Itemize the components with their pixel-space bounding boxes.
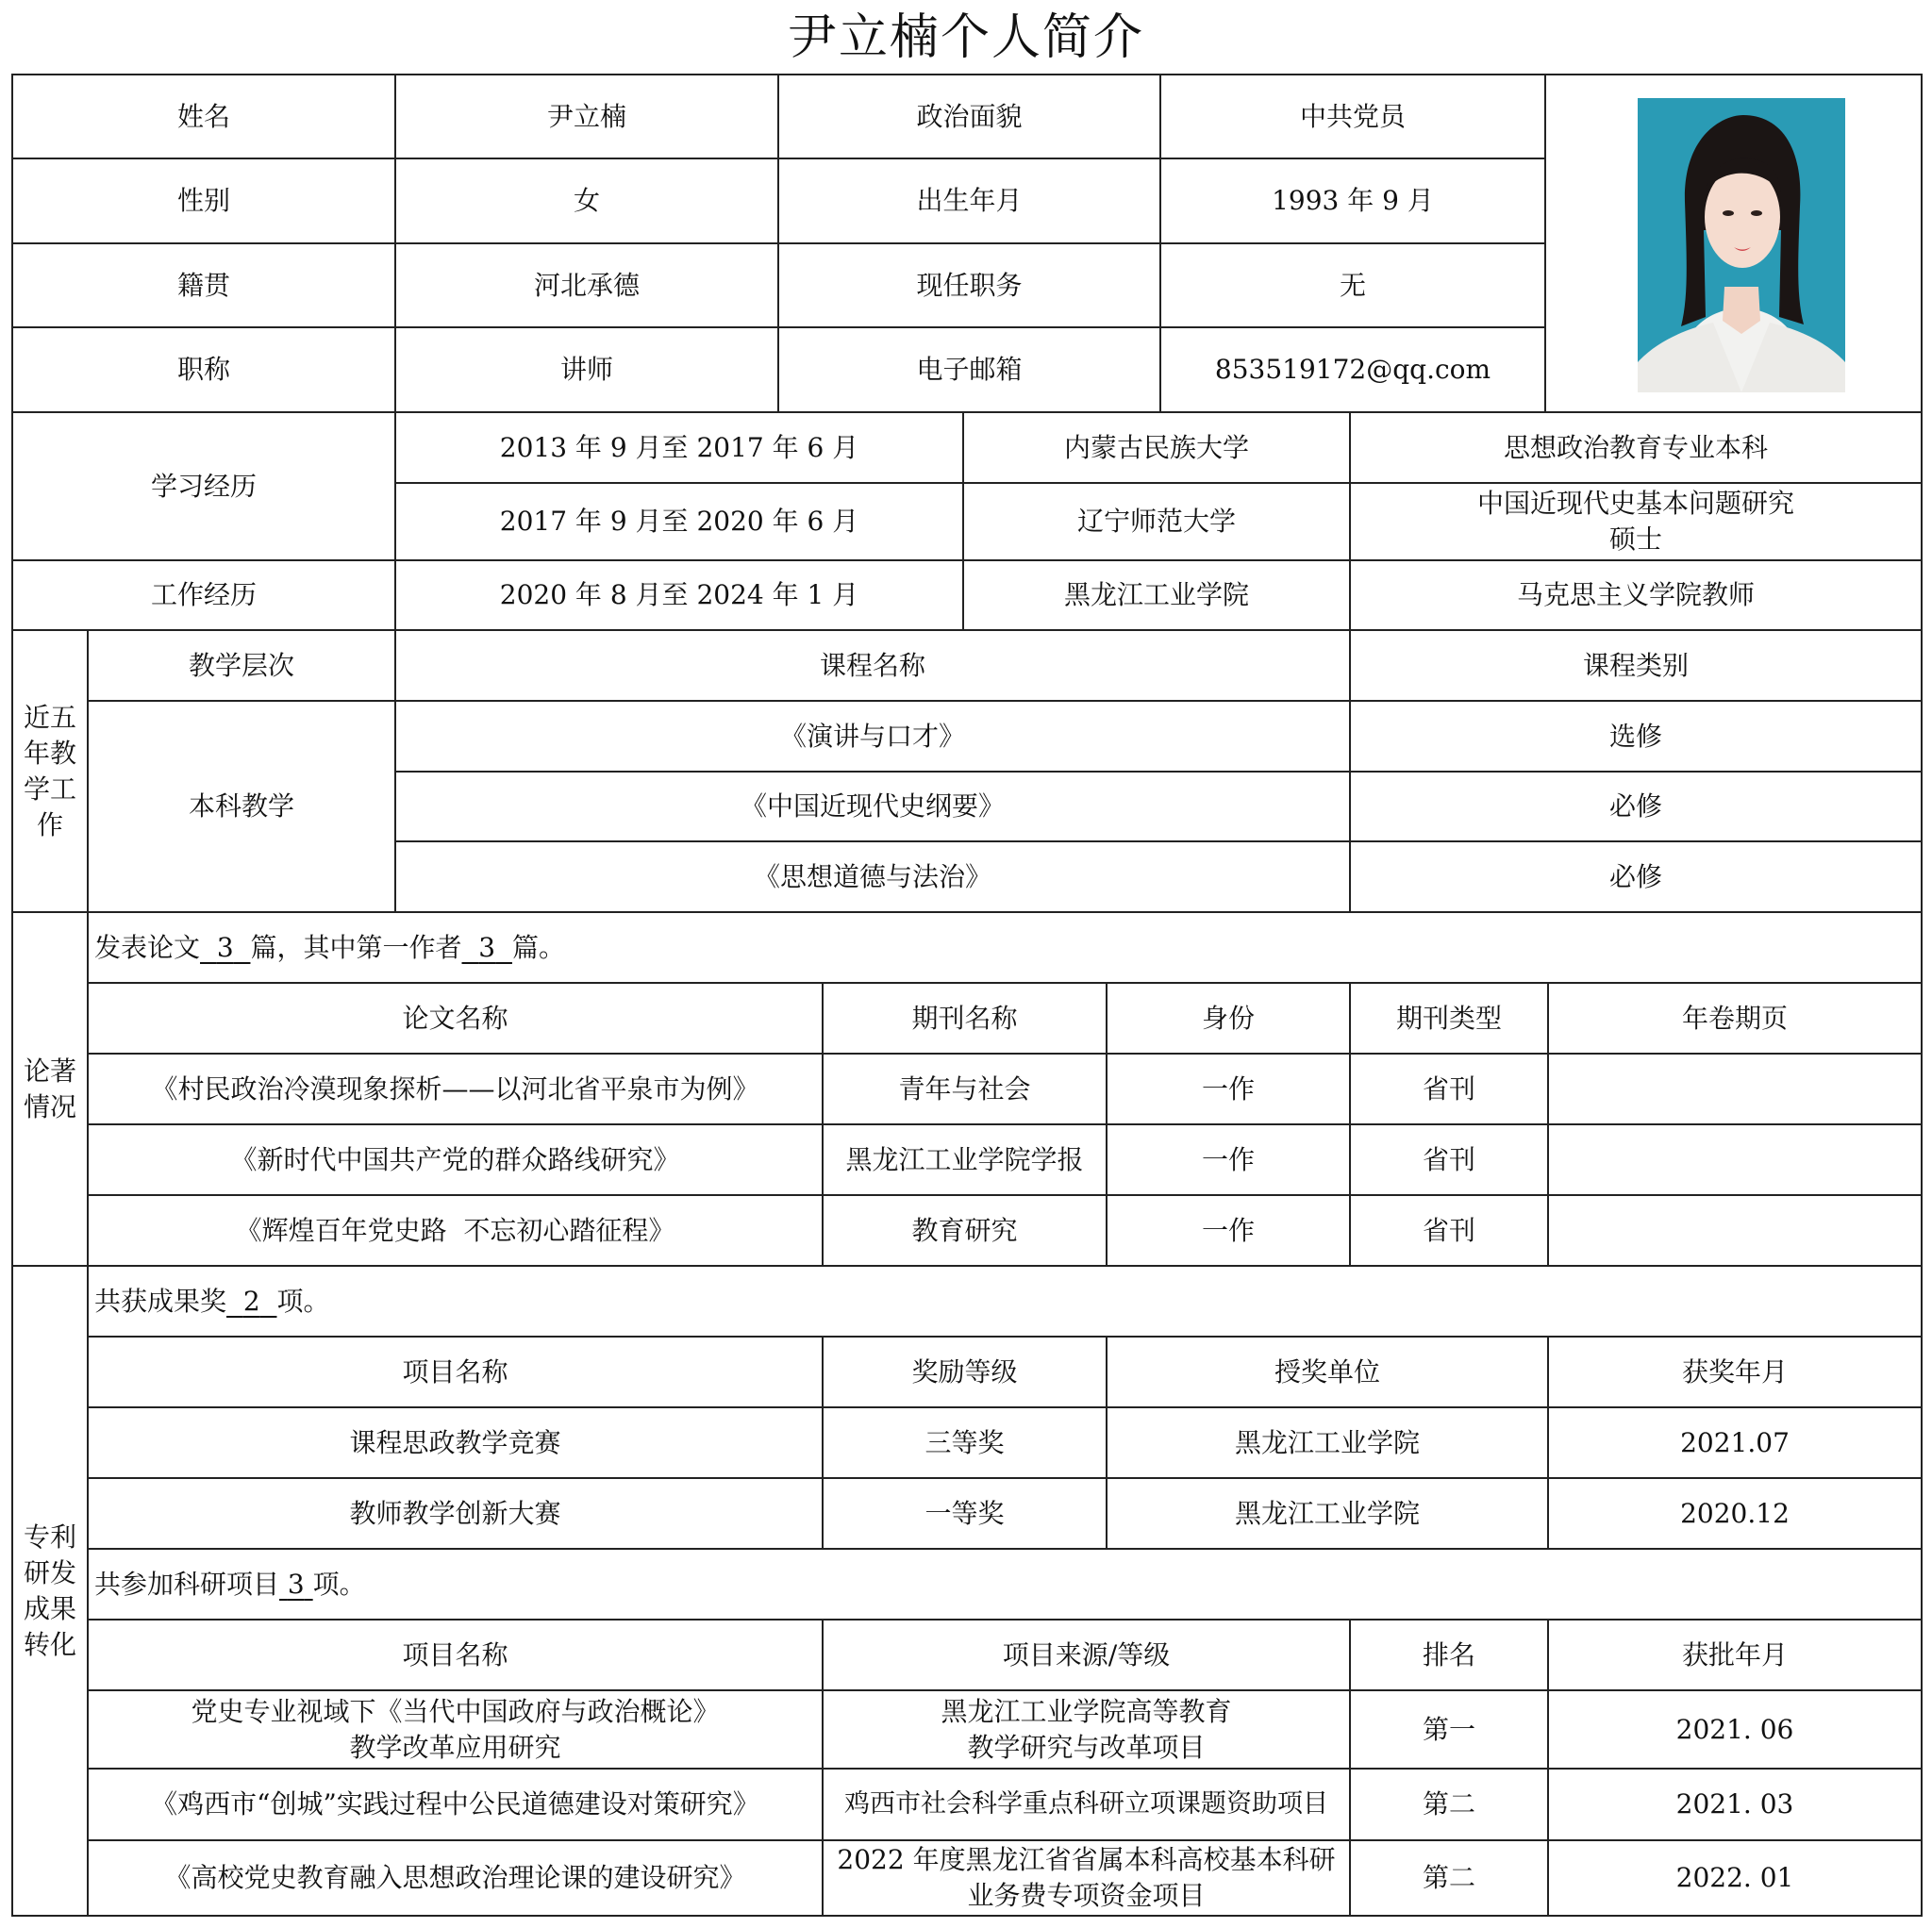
name-value: 尹立楠: [546, 100, 626, 132]
paper-role: 一作: [1201, 1072, 1255, 1105]
project-name: 《高校党史教育融入思想政治理论课的建设研究》: [164, 1862, 746, 1893]
paper-journal: 黑龙江工业学院学报: [845, 1143, 1084, 1175]
papers-label-line: 论著: [23, 1055, 76, 1087]
native-label: 籍贯: [176, 269, 230, 301]
title-label: 职称: [176, 354, 230, 385]
project-header-date: 获批年月: [1681, 1638, 1788, 1670]
course-name: 《中国近现代史纲要》: [740, 790, 1005, 822]
paper-header-name: 论文名称: [402, 1002, 508, 1034]
papers-summary: [89, 913, 1921, 982]
course-type: 必修: [1608, 790, 1662, 822]
papers-first-author-value: 3: [478, 931, 496, 963]
project-date: 2021. 03: [1675, 1788, 1794, 1820]
page-title: 尹立楠个人简介: [787, 9, 1144, 66]
portrait-image: [1638, 98, 1845, 392]
achievements-label-line: 成果: [23, 1592, 76, 1624]
edu-school: 内蒙古民族大学: [1063, 431, 1249, 463]
paper-journal: 教育研究: [911, 1214, 1018, 1246]
edu-major-line: 思想政治教育专业本科: [1503, 431, 1768, 463]
papers-total-value: 3: [216, 931, 234, 963]
projects-count: [279, 1567, 313, 1603]
award-level: 一等奖: [924, 1497, 1005, 1529]
course-type: 必修: [1608, 860, 1662, 892]
projects-count-value: 3: [287, 1568, 305, 1600]
portrait-photo: [1638, 98, 1845, 392]
paper-header-role: 身份: [1201, 1002, 1255, 1034]
project-rank: 第二: [1422, 1862, 1475, 1893]
edu-major: [1351, 413, 1921, 482]
native-value: 河北承德: [533, 269, 640, 301]
work-role: 马克思主义学院教师: [1516, 579, 1755, 610]
paper-name: 《村民政治冷漠现象探析——以河北省平泉市为例》: [151, 1072, 759, 1105]
paper-jtype: 省刊: [1422, 1214, 1475, 1246]
projects-summary-text: 项。: [312, 1568, 366, 1600]
project-source: [824, 1841, 1349, 1915]
paper-pages: [1549, 1055, 1921, 1123]
project-date: 2022. 01: [1675, 1862, 1794, 1893]
project-source: [824, 1691, 1349, 1768]
paper-jtype: 省刊: [1422, 1072, 1475, 1105]
teaching-section-label: [13, 631, 87, 911]
paper-name: 《新时代中国共产党的群众路线研究》: [230, 1143, 680, 1175]
papers-first-author: [461, 930, 511, 966]
teaching-label-line: 年教: [23, 737, 76, 769]
edu-degree: 硕士: [1608, 524, 1662, 555]
course-name: 《思想道德与法治》: [753, 860, 991, 892]
project-source-line: 业务费专项资金项目: [967, 1880, 1206, 1911]
paper-name: 《辉煌百年党史路 不忘初心踏征程》: [235, 1214, 675, 1246]
teaching-label-line: 近五: [23, 701, 76, 733]
political-value: 中共党员: [1299, 100, 1406, 132]
work-period: 2020 年 8 月至 2024 年 1 月: [499, 579, 859, 610]
award-name: 课程思政教学竞赛: [349, 1426, 561, 1458]
edu-major-line: 中国近现代史基本问题研究: [1476, 488, 1794, 519]
grid-line: [1921, 74, 1923, 1917]
work-label: 工作经历: [150, 579, 257, 610]
paper-pages: [1549, 1196, 1921, 1265]
papers-section-label: [13, 913, 87, 1265]
birth-value: 1993 年 9 月: [1272, 185, 1434, 216]
project-name-line: 党史专业视域下《当代中国政府与政治概论》: [191, 1695, 720, 1727]
award-unit: 黑龙江工业学院: [1234, 1497, 1420, 1529]
course-name: 《演讲与口才》: [779, 720, 965, 752]
teaching-header-level: 教学层次: [188, 649, 294, 681]
award-unit: 黑龙江工业学院: [1234, 1426, 1420, 1458]
award-level: 三等奖: [924, 1426, 1005, 1458]
paper-header-jtype: 期刊类型: [1395, 1002, 1502, 1034]
edu-major: [1351, 484, 1921, 559]
teaching-header-type: 课程类别: [1582, 649, 1689, 681]
teaching-label-line: 作: [36, 808, 63, 840]
teaching-level: 本科教学: [188, 790, 294, 822]
project-source-line: 黑龙江工业学院高等教育: [941, 1695, 1232, 1727]
award-date: 2020.12: [1680, 1497, 1790, 1529]
edu-period: 2013 年 9 月至 2017 年 6 月: [499, 431, 859, 463]
project-rank: 第二: [1422, 1788, 1475, 1820]
project-rank: 第一: [1422, 1713, 1475, 1745]
email-value: 853519172@qq.com: [1214, 354, 1491, 385]
achievements-label-line: 研发: [23, 1556, 76, 1588]
awards-count: [226, 1284, 276, 1320]
papers-summary-text: 篇，其中第一作者: [250, 931, 462, 963]
achievements-label-line: 转化: [23, 1628, 76, 1660]
award-header-level: 奖励等级: [911, 1355, 1018, 1388]
project-date: 2021. 06: [1675, 1713, 1794, 1745]
achievements-label-line: 专利: [23, 1521, 76, 1553]
gender-label: 性别: [176, 185, 230, 216]
paper-role: 一作: [1201, 1143, 1255, 1175]
papers-label-line: 情况: [23, 1090, 76, 1122]
project-name: [89, 1691, 822, 1768]
teaching-header-course: 课程名称: [819, 649, 925, 681]
awards-summary-text: 共获成果奖: [94, 1285, 227, 1317]
awards-summary-text: 项。: [276, 1285, 330, 1317]
course-type: 选修: [1608, 720, 1662, 752]
project-name: 《鸡西市“创城”实践过程中公民道德建设对策研究》: [151, 1788, 759, 1820]
achievements-section-label: [13, 1267, 87, 1915]
paper-pages: [1549, 1125, 1921, 1194]
award-date: 2021.07: [1680, 1426, 1790, 1458]
award-header-name: 项目名称: [402, 1355, 508, 1388]
edu-period: 2017 年 9 月至 2020 年 6 月: [499, 506, 859, 537]
paper-role: 一作: [1201, 1214, 1255, 1246]
birth-label: 出生年月: [916, 185, 1023, 216]
paper-header-pages: 年卷期页: [1681, 1002, 1788, 1034]
gender-value: 女: [573, 185, 600, 216]
teaching-label-line: 学工: [23, 773, 76, 805]
grid-line: [1544, 74, 1546, 413]
awards-count-value: 2: [242, 1285, 260, 1317]
position-label: 现任职务: [916, 269, 1023, 301]
work-org: 黑龙江工业学院: [1063, 579, 1249, 610]
award-header-unit: 授奖单位: [1274, 1355, 1380, 1388]
projects-summary: [89, 1550, 1921, 1619]
awards-summary: [89, 1267, 1921, 1336]
project-header-name: 项目名称: [402, 1638, 508, 1670]
edu-school: 辽宁师范大学: [1076, 506, 1236, 537]
project-header-source: 项目来源/等级: [1002, 1638, 1171, 1670]
education-label: 学习经历: [150, 470, 257, 502]
paper-header-journal: 期刊名称: [911, 1002, 1018, 1034]
papers-total: [200, 930, 250, 966]
position-value: 无: [1339, 269, 1366, 301]
paper-journal: 青年与社会: [898, 1072, 1031, 1105]
award-header-date: 获奖年月: [1681, 1355, 1788, 1388]
papers-summary-text: 发表论文: [94, 931, 201, 963]
award-name: 教师教学创新大赛: [349, 1497, 561, 1529]
papers-summary-text: 篇。: [511, 931, 565, 963]
project-name-line: 教学改革应用研究: [349, 1731, 561, 1763]
paper-jtype: 省刊: [1422, 1143, 1475, 1175]
email-label: 电子邮箱: [916, 354, 1023, 385]
title-value: 讲师: [559, 354, 613, 385]
project-header-rank: 排名: [1422, 1638, 1475, 1670]
project-source-line: 教学研究与改革项目: [967, 1731, 1206, 1763]
political-label: 政治面貌: [916, 100, 1023, 132]
projects-summary-text: 共参加科研项目: [94, 1568, 280, 1600]
project-source: 鸡西市社会科学重点科研立项课题资助项目: [844, 1789, 1328, 1819]
grid-line: [11, 1915, 1923, 1917]
project-source-line: 2022 年度黑龙江省省属本科高校基本科研: [837, 1844, 1336, 1875]
name-label: 姓名: [176, 100, 230, 132]
